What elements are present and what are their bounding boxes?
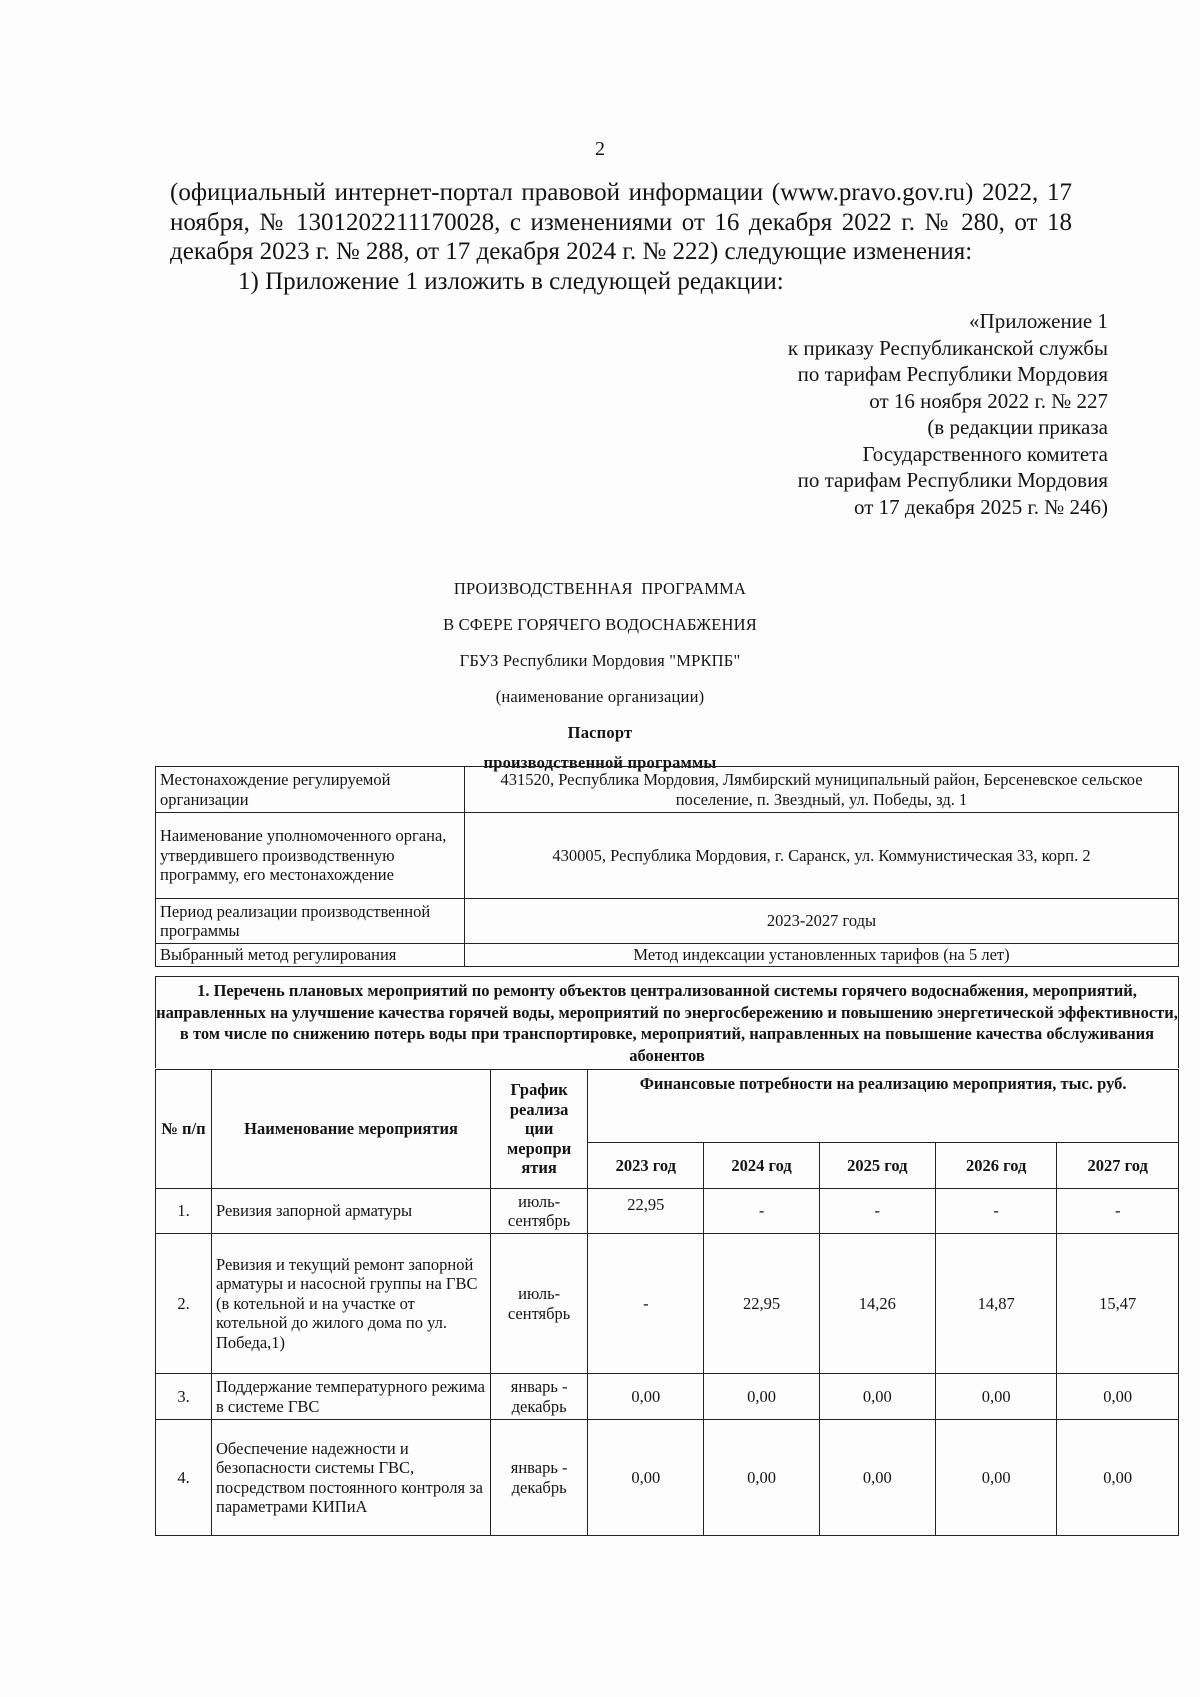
row-value: - [819,1189,935,1234]
row-value: 0,00 [819,1420,935,1536]
row-value: 0,00 [935,1374,1057,1420]
appendix-line: к приказу Республиканской службы [787,335,1108,360]
measures-table [155,1069,1179,1536]
header-year: 2027 год [1057,1143,1179,1189]
appendix-line: (в редакции приказа [927,415,1108,439]
row-value: - [704,1189,819,1234]
row-value: 15,47 [1057,1234,1179,1374]
passport-label: Выбранный метод регулирования [156,944,465,967]
section-1-heading: 1. Перечень плановых мероприятий по ремонту объектов централизованной системы горячего водоснабжения, мероприятий, направленных на улучшение качества горячей воды, мероприятий по энергосбережению и повышению энергетической эффективности, в том числе по снижению потерь воды при транспортировке, мероприятий, направленных на повышение качества обслуживания абонентов [155,976,1179,1068]
row-num: 1. [156,1189,212,1234]
passport-label: Местонахождение регулируемой организации [156,767,465,813]
table-row [156,899,1179,944]
table-header-row [156,1070,1179,1143]
organization-name: ГБУЗ Республики Мордовия "МРКПБ" [459,651,741,670]
intro-paragraph: (официальный интернет-портал правовой информации (www.pravo.gov.ru) 2022, 17 ноября, № 1301202211170028, с изменениями от 16 декабря 2022 г. № 280, от 18 декабря 2023 г. № 288, от 17 декабря 2024 г. № 222) следующие изменения: [170,179,1072,265]
passport-value: Метод индексации установленных тарифов (на 5 лет) [465,944,1179,967]
program-title-block [0,574,1200,784]
row-name: Ревизия запорной арматуры [212,1189,491,1234]
header-num: № п/п [156,1070,212,1189]
row-num: 3. [156,1374,212,1420]
row-value: 0,00 [704,1420,819,1536]
appendix-line: по тарифам Республики Мордовия [797,362,1108,386]
table-row [156,1189,1179,1234]
appendix-line: от 16 ноября 2022 г. № 227 [869,388,1108,413]
appendix-line: по тарифам Республики Мордовия [797,468,1108,492]
appendix-reference [548,308,1108,520]
passport-table [155,766,1179,967]
page-number: 2 [595,138,605,160]
row-num: 4. [156,1420,212,1536]
passport-label: Наименование уполномоченного органа, утвердившего производственную программу, его местонахождение [156,813,465,899]
header-name: Наименование мероприятия [212,1070,491,1189]
appendix-line: «Приложение 1 [969,309,1108,333]
program-title: ПРОИЗВОДСТВЕННАЯ ПРОГРАММА [453,579,747,598]
row-name: Обеспечение надежности и безопасности системы ГВС, посредством постоянного контроля за параметрами КИПиА [212,1420,491,1536]
row-value: 14,26 [819,1234,935,1374]
passport-value: 2023-2027 годы [465,899,1179,944]
header-year: 2025 год [819,1143,935,1189]
passport-value: 431520, Республика Мордовия, Лямбирский муниципальный район, Берсеневское сельское поселение, п. Звездный, ул. Победы, зд. 1 [465,767,1179,813]
table-row [156,1374,1179,1420]
row-value: 14,87 [935,1234,1057,1374]
row-num: 2. [156,1234,212,1374]
row-value: - [935,1189,1057,1234]
row-schedule: июль-сентябрь [491,1189,588,1234]
header-finance: Финансовые потребности на реализацию мероприятия, тыс. руб. [588,1070,1179,1143]
row-schedule: январь - декабрь [491,1374,588,1420]
row-schedule: январь - декабрь [491,1420,588,1536]
header-year: 2026 год [935,1143,1057,1189]
row-value: 0,00 [935,1420,1057,1536]
row-schedule: июль-сентябрь [491,1234,588,1374]
header-year: 2024 год [704,1143,819,1189]
intro-text [170,178,1072,296]
row-value: 0,00 [588,1374,704,1420]
row-name: Ревизия и текущий ремонт запорной арматуры и насосной группы на ГВС (в котельной и на участке от котельной до жилого дома по ул. Победа,1) [212,1234,491,1374]
header-schedule: График реализа ции меропри ятия [491,1070,588,1189]
row-value: - [588,1234,704,1374]
row-value: 0,00 [819,1374,935,1420]
passport-heading: Паспорт [567,723,633,742]
row-value: 22,95 [588,1189,704,1234]
passport-subheading: производственной программы [483,753,717,772]
row-value: 22,95 [704,1234,819,1374]
passport-label: Период реализации производственной программы [156,899,465,944]
intro-item-1: 1) Приложение 1 изложить в следующей редакции: [238,267,784,295]
row-value: 0,00 [588,1420,704,1536]
organization-caption: (наименование организации) [495,687,705,706]
header-year: 2023 год [588,1143,704,1189]
passport-value: 430005, Республика Мордовия, г. Саранск, ул. Коммунистическая 33, корп. 2 [465,813,1179,899]
row-value: 0,00 [704,1374,819,1420]
program-subtitle: В СФЕРЕ ГОРЯЧЕГО ВОДОСНАБЖЕНИЯ [443,615,757,634]
table-row [156,767,1179,813]
row-value: 0,00 [1057,1420,1179,1536]
row-value: 0,00 [1057,1374,1179,1420]
appendix-line: Государственного комитета [862,441,1108,466]
row-name: Поддержание температурного режима в системе ГВС [212,1374,491,1420]
table-row [156,1234,1179,1374]
table-row [156,1420,1179,1536]
table-row [156,813,1179,899]
row-value: - [1057,1189,1179,1234]
appendix-line: от 17 декабря 2025 г. № 246) [854,494,1108,519]
table-row [156,944,1179,967]
